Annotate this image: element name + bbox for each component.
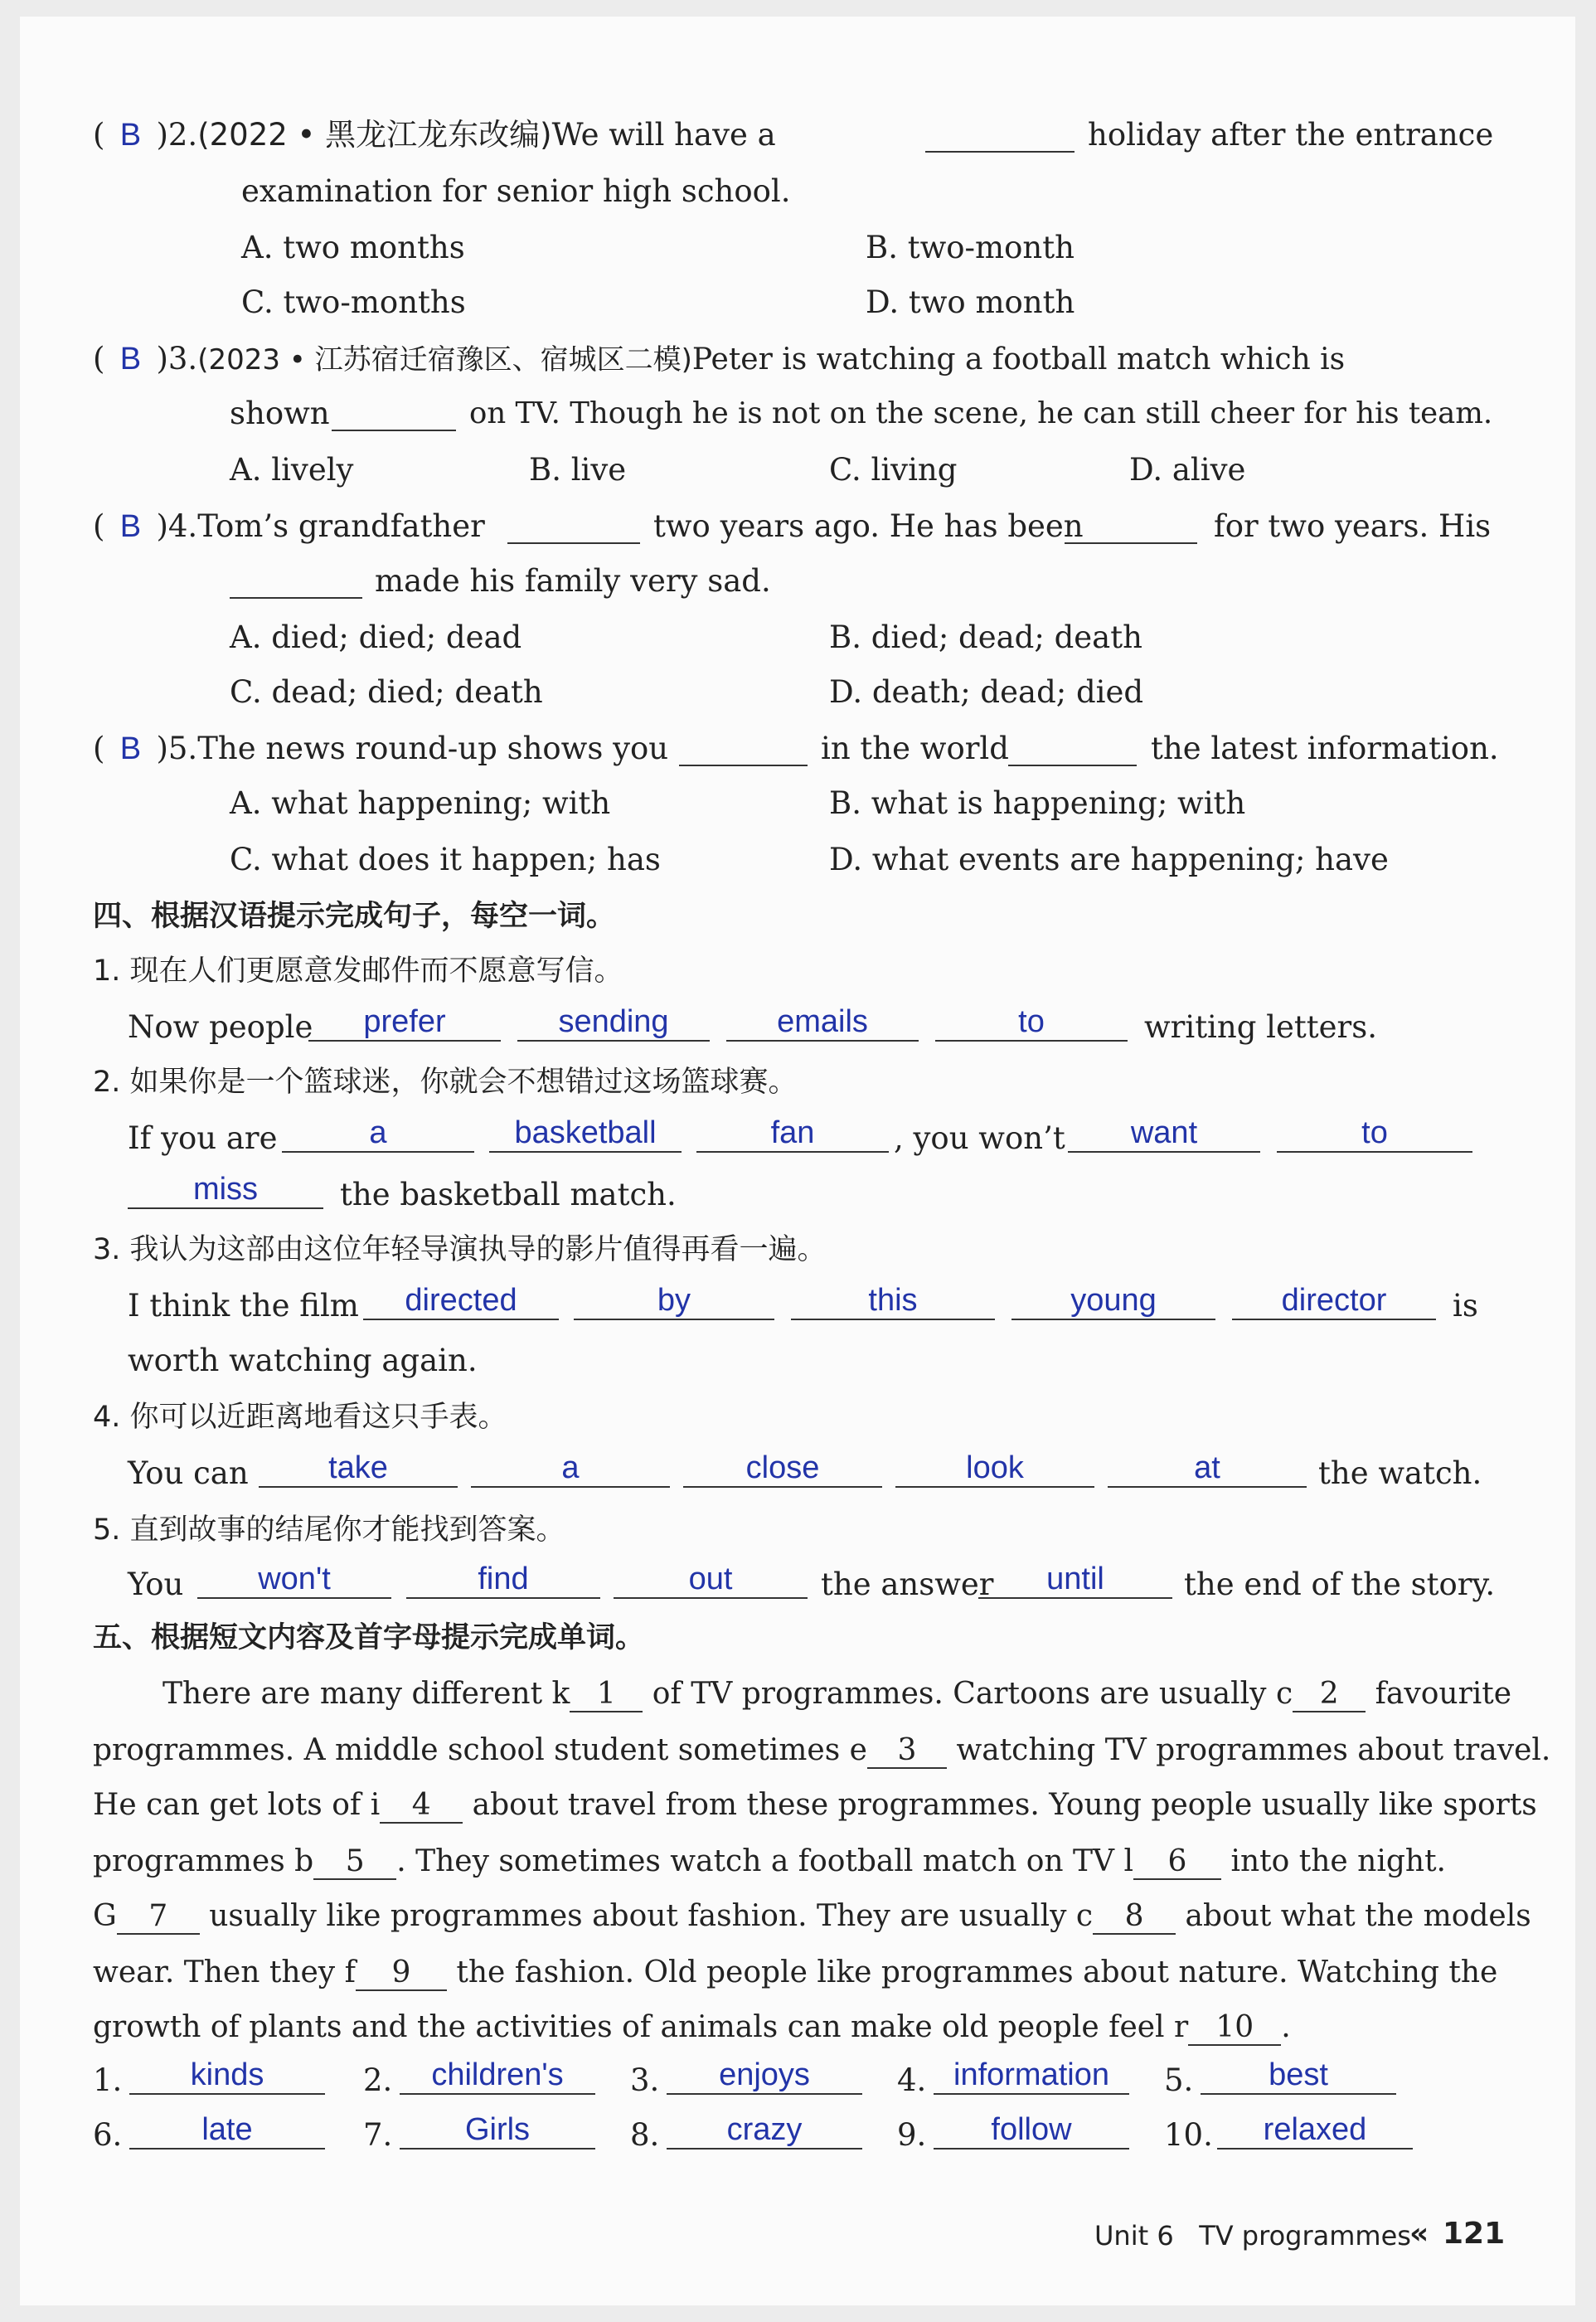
sentence-text: , you won’t: [894, 1120, 1065, 1156]
option-c: C. two-months: [241, 284, 466, 320]
passage-line: programmes. A middle school student sometimes e 3 watching TV programmes about travel.: [93, 1733, 1551, 1767]
answer-blank: emails: [726, 1003, 919, 1042]
mc-question-4: ( B )4.Tom’s grandfather: [93, 506, 485, 547]
answer-blank: information: [934, 2057, 1129, 2095]
passage-line: G 7 usually like programmes about fashion. They are usually c 8 about what the models: [93, 1899, 1531, 1933]
answer-blank: relaxed: [1217, 2111, 1413, 2150]
sentence-text: writing letters.: [1144, 1009, 1377, 1045]
sentence-text: the watch.: [1318, 1455, 1482, 1491]
cn-prompt: 2. 如果你是一个篮球迷，你就会不想错过这场篮球赛。: [93, 1066, 798, 1099]
sentence-text: worth watching again.: [128, 1343, 478, 1378]
answer-blank: kinds: [129, 2057, 325, 2095]
sentence-text: the answer: [821, 1567, 994, 1602]
mc-answer: B: [119, 731, 142, 766]
stem-text: made his family very sad.: [375, 563, 771, 599]
answer-number: 7.: [363, 2117, 393, 2153]
blank: [507, 506, 640, 544]
passage-line: There are many different k 1 of TV programmes. Cartoons are usually c 2 favourite: [163, 1677, 1512, 1711]
answer-blank: Girls: [400, 2111, 595, 2150]
mc-question-5: ( B )5.The news round-up shows you: [93, 728, 668, 770]
option-a: A. two months: [241, 230, 465, 265]
passage-line: growth of plants and the activities of animals can make old people feel r 10 .: [93, 2010, 1291, 2044]
stem-text: for two years. His: [1214, 508, 1492, 544]
option-b: B. what is happening; with: [829, 785, 1246, 821]
blank: [679, 728, 808, 766]
mc-question-2: ( B )2.(2022 • 黑龙江龙东改编)We will have a: [93, 114, 776, 156]
option-a: A. what happening; with: [230, 785, 611, 821]
mc-answer: B: [119, 509, 142, 544]
option-d: D. what events are happening; have: [829, 842, 1389, 877]
answer-blank: sending: [517, 1003, 710, 1042]
stem-text: the latest information.: [1151, 731, 1499, 766]
sentence-text: the end of the story.: [1184, 1567, 1496, 1602]
blank: [230, 561, 362, 599]
answer-blank: fan: [696, 1115, 889, 1153]
sentence-text: I think the film: [128, 1288, 359, 1324]
answer-blank: to: [935, 1003, 1128, 1042]
sentence-text: the basketball match.: [340, 1177, 677, 1212]
answer-number: 5.: [1164, 2062, 1194, 2098]
answer-blank: children's: [400, 2057, 595, 2095]
answer-blank: director: [1232, 1282, 1436, 1320]
answer-blank: directed: [363, 1282, 559, 1320]
stem-text: examination for senior high school.: [241, 173, 791, 209]
option-b: B. died; dead; death: [829, 619, 1142, 655]
sentence-text: You: [128, 1567, 184, 1602]
answer-blank: take: [259, 1450, 458, 1488]
mc-question-3: ( B )3.(2023 • 江苏宿迁宿豫区、宿城区二模)Peter is watching a football match which is: [93, 338, 1345, 381]
answer-number: 8.: [630, 2117, 660, 2153]
mc-answer: B: [119, 118, 142, 153]
stem-text: two years ago. He has been: [653, 508, 1084, 544]
answer-blank: best: [1201, 2057, 1396, 2095]
passage-line: He can get lots of i 4 about travel from these programmes. Young people usually like sports: [93, 1788, 1537, 1822]
blank: [1008, 728, 1137, 766]
unit-label: Unit 6: [1094, 2220, 1174, 2252]
answer-blank: find: [406, 1561, 600, 1599]
answer-blank: basketball: [489, 1115, 682, 1153]
answer-blank: crazy: [667, 2111, 862, 2150]
stem-text: shown: [230, 396, 330, 431]
answer-blank: miss: [128, 1171, 323, 1209]
blank: [925, 114, 1075, 153]
section-5-title: 五、根据短文内容及首字母提示完成单词。: [93, 1621, 645, 1654]
stem-text: holiday after the entrance: [1088, 117, 1494, 153]
answer-blank: won't: [197, 1561, 391, 1599]
option-d: D. death; dead; died: [829, 674, 1144, 710]
sentence-text: You can: [128, 1455, 249, 1491]
answer-blank: out: [614, 1561, 808, 1599]
option-d: D. two month: [866, 284, 1075, 320]
answer-blank: late: [129, 2111, 325, 2150]
cn-prompt: 1. 现在人们更愿意发邮件而不愿意写信。: [93, 955, 623, 988]
answer-blank: by: [574, 1282, 774, 1320]
passage-line: programmes b 5 . They sometimes watch a football match on TV l 6 into the night.: [93, 1844, 1446, 1878]
chevron-left-icon: «: [1409, 2217, 1429, 2251]
option-d: D. alive: [1129, 452, 1246, 488]
sentence-text: If you are: [128, 1120, 278, 1156]
answer-number: 4.: [897, 2062, 927, 2098]
cn-prompt: 3. 我认为这部由这位年轻导演执导的影片值得再看一遍。: [93, 1233, 827, 1266]
blank: [1065, 506, 1197, 544]
option-c: C. living: [829, 452, 958, 488]
answer-number: 6.: [93, 2117, 123, 2153]
answer-blank: at: [1108, 1450, 1307, 1488]
stem-text: in the world: [821, 731, 1009, 766]
answer-blank: close: [683, 1450, 882, 1488]
page-number: 121: [1443, 2217, 1506, 2251]
answer-blank: to: [1277, 1115, 1472, 1153]
option-b: B. live: [529, 452, 627, 488]
option-a: A. died; died; dead: [230, 619, 522, 655]
unit-topic: TV programmes: [1199, 2220, 1411, 2252]
option-c: C. what does it happen; has: [230, 842, 661, 877]
answer-blank: follow: [934, 2111, 1129, 2150]
answer-blank: a: [471, 1450, 670, 1488]
option-a: A. lively: [230, 452, 354, 488]
answer-blank: want: [1068, 1115, 1260, 1153]
answer-blank: enjoys: [667, 2057, 862, 2095]
answer-blank: look: [895, 1450, 1094, 1488]
sentence-text: Now people: [128, 1009, 313, 1045]
answer-blank: until: [978, 1561, 1172, 1599]
answer-number: 10.: [1164, 2117, 1213, 2153]
stem-text: on TV. Though he is not on the scene, he can still cheer for his team.: [469, 396, 1493, 430]
answer-number: 2.: [363, 2062, 393, 2098]
answer-blank: young: [1011, 1282, 1215, 1320]
answer-blank: a: [282, 1115, 474, 1153]
footer-unit: [1094, 2219, 1411, 2252]
sentence-text: is: [1453, 1288, 1478, 1324]
answer-blank: this: [791, 1282, 995, 1320]
mc-answer: B: [119, 342, 142, 376]
section-4-title: 四、根据汉语提示完成句子，每空一词。: [93, 900, 616, 933]
option-b: B. two-month: [866, 230, 1075, 265]
passage-line: wear. Then they f 9 the fashion. Old people like programmes about nature. Watching the: [93, 1955, 1498, 1989]
option-c: C. dead; died; death: [230, 674, 543, 710]
blank: [332, 393, 456, 431]
cn-prompt: 5. 直到故事的结尾你才能找到答案。: [93, 1513, 565, 1547]
answer-number: 1.: [93, 2062, 123, 2098]
answer-blank: prefer: [308, 1003, 501, 1042]
answer-number: 3.: [630, 2062, 660, 2098]
answer-number: 9.: [897, 2117, 927, 2153]
worksheet-page: [20, 17, 1575, 2305]
cn-prompt: 4. 你可以近距离地看这只手表。: [93, 1401, 507, 1434]
